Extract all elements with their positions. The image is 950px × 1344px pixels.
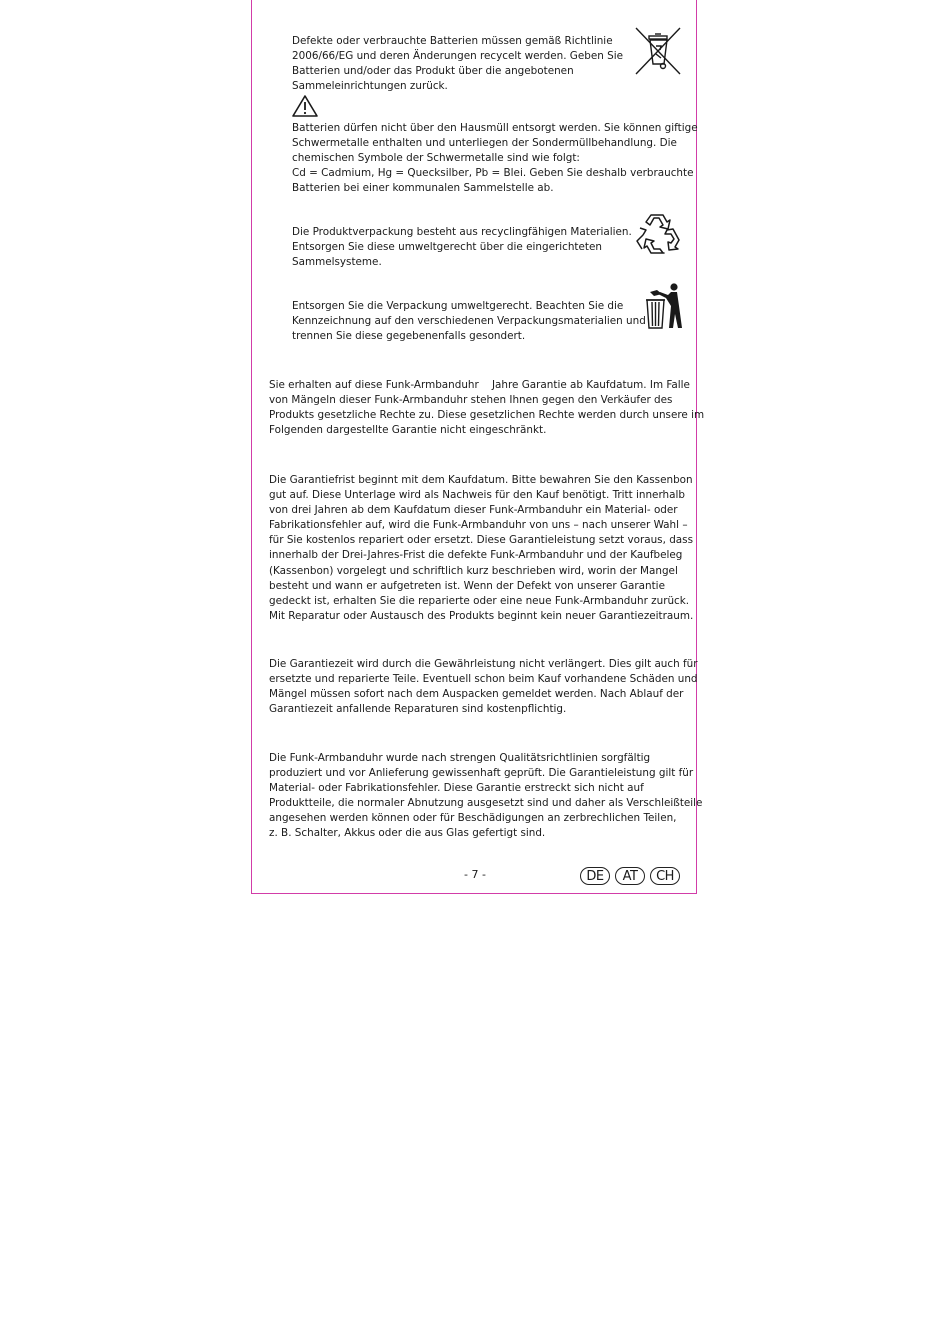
text-line: Kennzeichnung auf den verschiedenen Verpackungsmaterialien und (292, 315, 646, 328)
text-line: Schwermetalle enthalten und unterliegen der Sondermüllbehandlung. Die (292, 137, 677, 150)
warranty-intro (269, 378, 704, 438)
crossed-bin-icon (634, 26, 682, 76)
text-line: innerhalb der Drei-Jahres-Frist die defekte Funk-Armbanduhr und der Kaufbeleg (269, 549, 683, 562)
text-line: trennen Sie diese gegebenenfalls gesondert. (292, 330, 526, 343)
text-line: gut auf. Diese Unterlage wird als Nachweis für den Kauf benötigt. Tritt innerhalb (269, 489, 685, 502)
country-badge-at: AT (615, 867, 645, 885)
text-line: (Kassenbon) vorgelegt und schriftlich kurz beschrieben wird, worin der Mangel (269, 564, 678, 577)
text-line: Mit Reparatur oder Austausch des Produkts beginnt kein neuer Garantiezeitraum. (269, 609, 694, 622)
text-line: von Mängeln dieser Funk-Armbanduhr stehen Ihnen gegen den Verkäufer des (269, 394, 673, 407)
text-line: Sammeleinrichtungen zurück. (292, 80, 448, 93)
text-line: gedeckt ist, erhalten Sie die reparierte oder eine neue Funk-Armbanduhr zurück. (269, 594, 690, 607)
text-line: Sammelsysteme. (292, 256, 382, 269)
text-line: Sie erhalten auf diese Funk-Armbanduhr Jahre Garantie ab Kaufdatum. Im Falle (269, 379, 690, 391)
text-line: ersetzte und reparierte Teile. Eventuell schon beim Kauf vorhandene Schäden und (269, 673, 698, 686)
page-number: - 7 - (464, 868, 486, 881)
text-line: Batterien bei einer kommunalen Sammelstelle ab. (292, 182, 554, 195)
text-line: Defekte oder verbrauchte Batterien müssen gemäß Richtlinie (292, 35, 613, 47)
warning-icon (291, 94, 319, 118)
text-line: Material- oder Fabrikationsfehler. Diese Garantie erstreckt sich nicht auf (269, 782, 644, 795)
text-line: von drei Jahren ab dem Kaufdatum dieser Funk-Armbanduhr ein Material- oder (269, 504, 678, 517)
recycle-icon (634, 209, 682, 257)
text-line: besteht und wann er aufgetreten ist. Wenn der Defekt von unserer Garantie (269, 579, 665, 592)
text-line: Batterien dürfen nicht über den Hausmüll entsorgt werden. Sie können giftige (292, 122, 698, 134)
tidyman-icon (644, 282, 684, 330)
text-line: z. B. Schalter, Akkus oder die aus Glas gefertigt sind. (269, 827, 546, 840)
text-line: chemischen Symbole der Schwermetalle sind wie folgt: (292, 152, 580, 165)
text-line: Produkts gesetzliche Rechte zu. Diese gesetzlichen Rechte werden durch unsere im (269, 409, 705, 422)
text-line: Batterien und/oder das Produkt über die angebotenen (292, 65, 574, 78)
text-line: Die Produktverpackung besteht aus recyclingfähigen Materialien. (292, 226, 632, 238)
text-line: Die Funk-Armbanduhr wurde nach strengen Qualitätsrichtlinien sorgfältig (269, 752, 651, 764)
text-line: Die Garantiefrist beginnt mit dem Kaufdatum. Bitte bewahren Sie den Kassenbon (269, 474, 693, 486)
text-line: Entsorgen Sie diese umweltgerecht über die eingerichteten (292, 241, 602, 254)
text-line: Produktteile, die normaler Abnutzung ausgesetzt sind und daher als Verschleißteile (269, 797, 703, 810)
text-line: Mängel müssen sofort nach dem Auspacken gemeldet werden. Nach Ablauf der (269, 688, 684, 701)
text-line: Fabrikationsfehler auf, wird die Funk-Armbanduhr von uns – nach unserer Wahl – (269, 519, 688, 532)
packaging-dispose-text (292, 299, 646, 344)
text-line: 2006/66/EG und deren Änderungen recycelt werden. Geben Sie (292, 50, 623, 63)
warranty-period (269, 473, 693, 624)
country-badge-ch: CH (650, 867, 680, 885)
text-line: Entsorgen Sie die Verpackung umweltgerecht. Beachten Sie die (292, 300, 624, 312)
country-badge-de: DE (580, 867, 610, 885)
text-line: Cd = Cadmium, Hg = Quecksilber, Pb = Blei. Geben Sie deshalb verbrauchte (292, 167, 694, 180)
text-line: Garantiezeit anfallende Reparaturen sind kostenpflichtig. (269, 703, 567, 716)
text-line: Die Garantiezeit wird durch die Gewährleistung nicht verlängert. Dies gilt auch für (269, 658, 698, 670)
battery-recycle-text (292, 34, 623, 94)
text-line: produziert und vor Anlieferung gewissenhaft geprüft. Die Garantieleistung gilt für (269, 767, 694, 780)
text-line: angesehen werden können oder für Beschädigungen an zerbrechlichen Teilen, (269, 812, 677, 825)
battery-warning-text (292, 121, 698, 196)
packaging-recycle-text (292, 225, 632, 270)
text-line: für Sie kostenlos repariert oder ersetzt. Diese Garantieleistung setzt voraus, dass (269, 534, 693, 547)
warranty-extension (269, 657, 698, 717)
text-line: Folgenden dargestellte Garantie nicht eingeschränkt. (269, 424, 547, 437)
warranty-scope (269, 751, 702, 842)
